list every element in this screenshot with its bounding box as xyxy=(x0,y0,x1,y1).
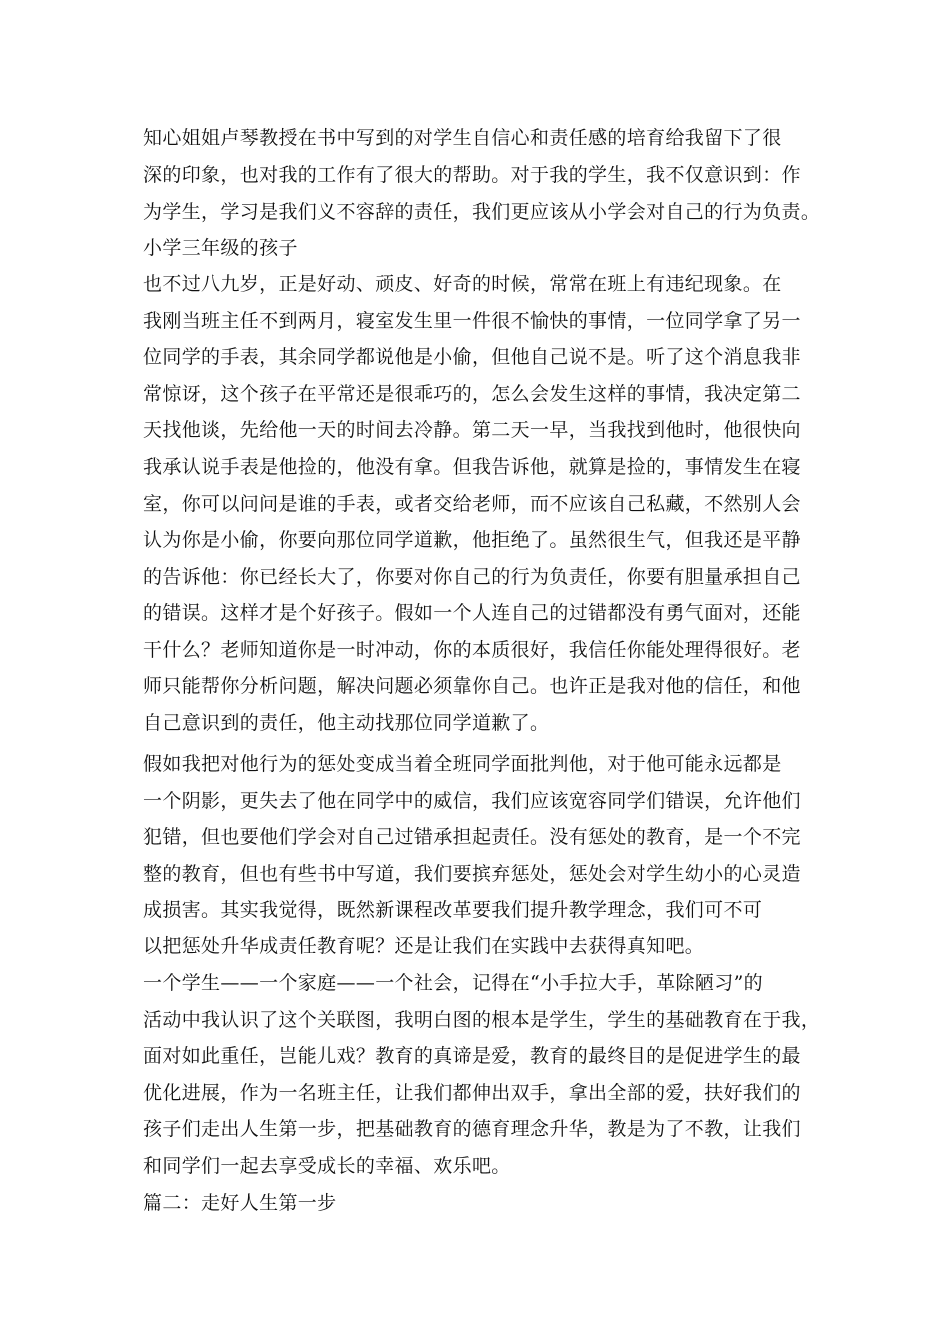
text-line: 的错误。这样才是个好孩子。假如一个人连自己的过错都没有勇气面对，还能 xyxy=(143,602,801,624)
text-line: 深的印象，也对我的工作有了很大的帮助。对于我的学生，我不仅意识到：作 xyxy=(143,164,801,186)
text-line: 我刚当班主任不到两月，寝室发生里一件很不愉快的事情，一位同学拿了另一 xyxy=(143,310,801,332)
text-line: 位同学的手表，其余同学都说他是小偷，但他自己说不是。听了这个消息我非 xyxy=(143,346,801,368)
text-line: 我承认说手表是他捡的，他没有拿。但我告诉他，就算是捡的，事情发生在寝 xyxy=(143,456,801,478)
text-line: 常惊讶，这个孩子在平常还是很乖巧的，怎么会发生这样的事情，我决定第二 xyxy=(143,383,801,405)
text-line: 以把惩处升华成责任教育呢？还是让我们在实践中去获得真知吧。 xyxy=(143,935,705,957)
text-line: 的告诉他：你已经长大了，你要对你自己的行为负责任，你要有胆量承担自己 xyxy=(143,566,801,588)
text-line: 面对如此重任，岂能儿戏？教育的真谛是爱，教育的最终目的是促进学生的最 xyxy=(143,1045,801,1067)
text-line: 一个学生——一个家庭——一个社会，记得在“小手拉大手，革除陋习”的 xyxy=(143,972,763,994)
text-line: 自己意识到的责任，他主动找那位同学道歉了。 xyxy=(143,712,550,734)
section-heading: 篇二：走好人生第一步 xyxy=(143,1192,337,1214)
text-line: 一个阴影，更失去了他在同学中的威信，我们应该宽容同学们错误，允许他们 xyxy=(143,790,801,812)
text-line: 天找他谈，先给他一天的时间去冷静。第二天一早，当我找到他时，他很快向 xyxy=(143,419,801,441)
text-line: 室，你可以问问是谁的手表，或者交给老师，而不应该自己私藏，不然别人会 xyxy=(143,493,801,515)
text-line: 优化进展，作为一名班主任，让我们都伸出双手，拿出全部的爱，扶好我们的 xyxy=(143,1082,801,1104)
text-line: 师只能帮你分析问题，解决问题必须靠你自己。也许正是我对他的信任，和他 xyxy=(143,675,801,697)
text-line: 小学三年级的孩子 xyxy=(143,237,298,259)
text-line: 孩子们走出人生第一步，把基础教育的德育理念升华，教是为了不教，让我们 xyxy=(143,1118,801,1140)
text-line: 活动中我认识了这个关联图，我明白图的根本是学生，学生的基础教育在于我， xyxy=(143,1009,821,1031)
text-line: 成损害。其实我觉得，既然新课程改革要我们提升教学理念，我们可不可 xyxy=(143,899,763,921)
text-line: 干什么？老师知道你是一时冲动，你的本质很好，我信任你能处理得很好。老 xyxy=(143,639,801,661)
text-line: 和同学们一起去享受成长的幸福、欢乐吧。 xyxy=(143,1155,511,1177)
text-line: 为学生，学习是我们义不容辞的责任，我们更应该从小学会对自己的行为负责。 xyxy=(143,201,821,223)
text-line: 认为你是小偷，你要向那位同学道歉，他拒绝了。虽然很生气，但我还是平静 xyxy=(143,529,801,551)
text-line: 知心姐姐卢琴教授在书中写到的对学生自信心和责任感的培育给我留下了很 xyxy=(143,127,782,149)
text-line: 整的教育，但也有些书中写道，我们要摈弃惩处，惩处会对学生幼小的心灵造 xyxy=(143,863,801,885)
text-line: 假如我把对他行为的惩处变成当着全班同学面批判他，对于他可能永远都是 xyxy=(143,753,782,775)
text-line: 也不过八九岁，正是好动、顽皮、好奇的时候，常常在班上有违纪现象。在 xyxy=(143,273,782,295)
text-line: 犯错，但也要他们学会对自己过错承担起责任。没有惩处的教育，是一个不完 xyxy=(143,826,801,848)
